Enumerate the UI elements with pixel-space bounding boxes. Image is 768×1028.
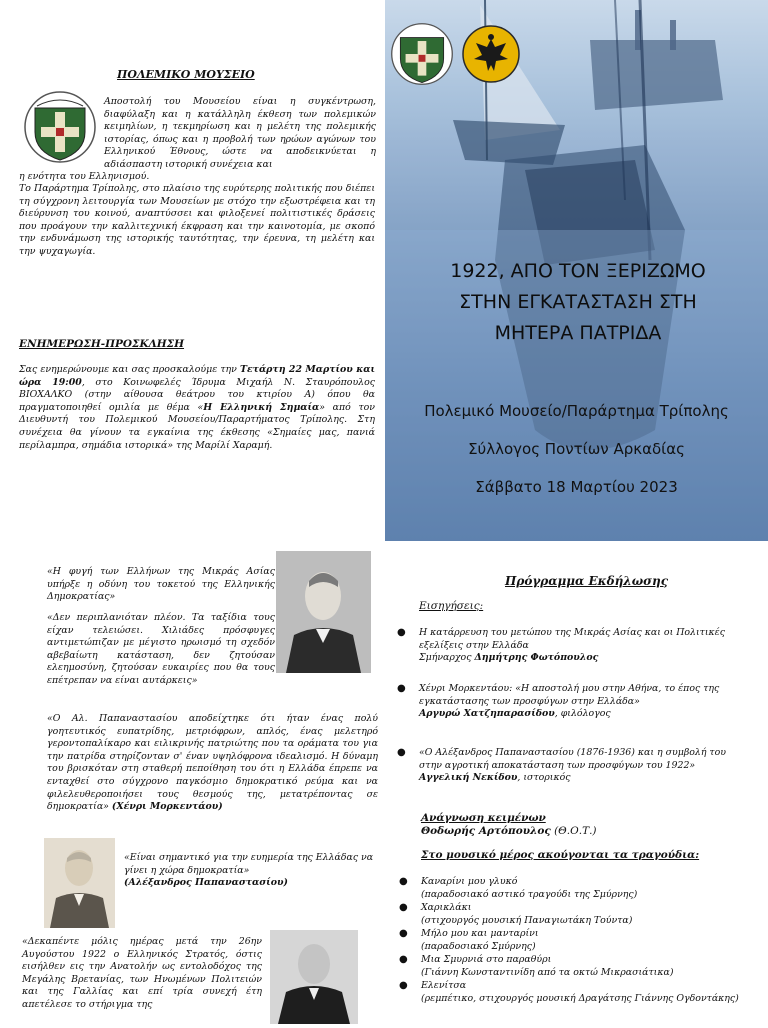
readings-label: Ανάγνωση κειμένων xyxy=(421,812,546,824)
song-item xyxy=(399,928,741,953)
program-title: Πρόγραμμα Εκδήλωσης xyxy=(505,574,669,588)
song-desc: (στιχουργός μουσική Παναγιωτάκη Τούντα) xyxy=(421,914,633,926)
pontic-eagle-logo-icon xyxy=(462,25,520,83)
lecture-item xyxy=(397,627,739,665)
quote: «Η φυγή των Ελλήνων της Μικράς Ασίας υπήρξε η οδύνη του τοκετού της Ελληνικής Δημοκρατίας» xyxy=(47,566,275,603)
speaker-name: Δημήτρης Φωτόπουλος xyxy=(474,652,599,664)
speaker-role: , ιστορικός xyxy=(517,772,571,784)
quote-text: «Ο Αλ. Παπαναστασίου αποδείχτηκε ότι ήταν ένας πολύ γοητευτικός ευπατρίδης, μετριόφρων, απλός, ένας μελετηρό γεροντοπαλίκαρο και ειλικρινής πατριώτης που τα οράματα του για την πατρίδα στηρίζονταν σ' έναν υψηλόφρονα ιδεαλισμό. Η δύναμη του βρισκόταν στη σταθερή πεποίθηση του ότι η Ελλάδα έπρεπε να ενταχθεί στο σύγχρονο παγκόσμιο δημοκρατικό ρεύμα και να φιλελευθεροποιήσει τους θεσμούς της, μετατρέποντας σε δημοκρατία» xyxy=(47,713,378,813)
song-title: Χαρικλάκι xyxy=(421,902,472,913)
poster-organizer: Πολεμικό Μουσείο/Παράρτημα Τρίπολης xyxy=(424,402,729,420)
speaker-rank: Σμήναρχος xyxy=(419,652,475,664)
song-desc: (ρεμπέτικο, στιχουργός μουσική Δραγάτσης Γιάννης Ογδοντάκης) xyxy=(421,992,739,1004)
readings-reader xyxy=(421,825,597,837)
lecture-title: Η κατάρρευση του μετώπου της Μικράς Ασίας και οι Πολιτικές εξελίξεις στην Ελλάδα xyxy=(419,627,725,651)
invitation-title: ΕΝΗΜΕΡΩΣΗ-ΠΡΟΣΚΛΗΣΗ xyxy=(19,338,185,350)
song-title: Ελενίτσα xyxy=(421,980,467,991)
quote-text: «Είναι σημαντικό για την ευημερία της Ελλάδας να γίνει η χώρα δημοκρατία» xyxy=(124,852,374,876)
lecture-speaker xyxy=(419,772,739,785)
museum-mission-text-end: η ενότητα του Ελληνισμού. xyxy=(19,171,150,182)
portrait-photo xyxy=(270,930,358,1024)
portrait-photo xyxy=(44,838,115,928)
poster-title-line: ΣΤΗΝ ΕΓΚΑΤΑΣΤΑΣΗ ΣΤΗ xyxy=(459,291,697,313)
music-label: Στο μουσικό μέρος ακούγονται τα τραγούδια: xyxy=(421,849,700,861)
museum-mission-text: Αποστολή του Μουσείου είναι η συγκέντρωση, διαφύλαξη και η κατάλληλη έκθεση των πολεμικών κειμηλίων, η τεκμηρίωση και η μελέτη της πολεμικής ιστορίας, όπως και η προβολή των ηρώων αγώνων του Ελληνικού Έθνους, ώστε να αποδεικνύεται η αδιάσπαστη ιστορική συνέχεια και xyxy=(104,96,376,170)
quote: «Δεν περιπλανιόταν πλέον. Τα ταξίδια τους είχαν τελειώσει. Χιλιάδες πρόσφυγες αντιμετώπιζαν με μέγιστο ηρωισμό τη σχεδόν αβεβαίωτη κατάσταση, δεν ζητούσαν ελεημοσύνη, ζητούσαν ευκαιρίες που θα τους επέτρεπαν να είναι αυτάρκεις» xyxy=(47,612,275,686)
invitation-text-part: , στο Κοινωφελές Ίδρυμα Μιχαήλ Ν. Σταυρόπουλος ΒΙΟΧΑΛΚΟ (στην αίθουσα θεάτρου του κτιρίου Α) όπου θα πραγματοποιηθεί ομιλία με θέμα « xyxy=(19,376,375,413)
song-item xyxy=(399,876,741,901)
bullet-icon: ● xyxy=(399,928,408,939)
invitation-text-part: » από τον Διευθυντή του Πολεμικού Μουσείου/Παραρτήματος Τρίπολης. Στη συνέχεια θα γίνουν τα εγκαίνια της έκθεσης «Σημαίες μας, πανιά περίλαμπρα, σημάδια ιστορικά» της Μαρίλί Χαραμή. xyxy=(19,401,375,451)
portrait-photo xyxy=(276,551,371,673)
poster-title-line: 1922, ΑΠΟ ΤΟΝ ΞΕΡΙΖΩΜΟ xyxy=(450,260,706,282)
lecture-item xyxy=(397,747,739,785)
lecture-item xyxy=(397,683,739,721)
invitation-text xyxy=(19,364,375,452)
speaker-name: Αγγελική Νεκίδου xyxy=(419,772,518,784)
bullet-icon: ● xyxy=(397,683,406,694)
museum-title: ΠΟΛΕΜΙΚΟ ΜΟΥΣΕΙΟ xyxy=(117,68,255,81)
quote-author: (Χένρι Μορκεντάου) xyxy=(111,801,223,813)
bullet-icon: ● xyxy=(399,876,408,887)
invitation-text-part: Σας ενημερώνουμε και σας προσκαλούμε την xyxy=(19,364,240,375)
poster-title-line: ΜΗΤΕΡΑ ΠΑΤΡΙΔΑ xyxy=(494,322,662,344)
reader-role: (Θ.Ο.Τ.) xyxy=(550,825,597,837)
event-poster xyxy=(385,0,768,541)
bullet-icon: ● xyxy=(399,980,408,991)
speaker-name: Αργυρώ Χατζηπαρασίδου xyxy=(419,708,555,720)
song-title: Μια Σμυρνιά στο παραθύρι xyxy=(421,954,552,965)
invitation-date: Τετάρτη 22 Μαρτίου και ώρα 19:00 xyxy=(19,364,375,388)
poster-title xyxy=(403,256,753,349)
song-item xyxy=(399,954,741,979)
song-item xyxy=(399,980,741,1005)
speaker-role: , φιλόλογος xyxy=(554,708,611,720)
poster-organizer: Σύλλογος Ποντίων Αρκαδίας xyxy=(468,440,685,458)
lecture-speaker xyxy=(419,652,739,665)
bullet-icon: ● xyxy=(399,954,408,965)
lecture-title: «Ο Αλέξανδρος Παπαναστασίου (1876-1936) και η συμβολή του στην αγροτική αποκατάσταση των προσφύγων του 1922» xyxy=(419,747,726,771)
lectures-label: Εισηγήσεις: xyxy=(419,600,484,612)
poster-date: Σάββατο 18 Μαρτίου 2023 xyxy=(475,478,678,496)
quote xyxy=(47,713,378,814)
reader-name: Θοδωρής Αρτόπουλος xyxy=(421,825,551,837)
war-museum-seal-icon xyxy=(390,22,454,86)
quote: «Δεκαπέντε μόλις ημέρας μετά την 26ην Αυγούστου 1922 ο Ελληνικός Στρατός, όστις εισήλθεν εις την Ανατολήν ως εντολοδόχος της Μεγάλης Βρετανίας, των Ηνωμένων Πολιτειών και της Γαλλίας και επί τρία συνεχή έτη απετέλεσε το στήριγμα της xyxy=(22,936,262,1010)
song-desc: (παραδοσιακό Σμύρνης) xyxy=(421,940,536,952)
bullet-icon: ● xyxy=(397,747,406,758)
war-museum-seal-icon xyxy=(23,90,97,164)
song-item xyxy=(399,902,741,927)
bullet-icon: ● xyxy=(397,627,406,638)
song-title: Καναρίνι μου γλυκό xyxy=(421,876,518,887)
quote-author: (Αλέξανδρος Παπαναστασίου) xyxy=(124,877,288,889)
quote xyxy=(124,852,379,890)
invitation-topic: Η Ελληνική Σημαία xyxy=(203,401,320,413)
bullet-icon: ● xyxy=(399,902,408,913)
song-title: Μήλο μου και μανταρίνι xyxy=(421,928,539,939)
lecture-title: Χένρι Μορκεντάου: «Η αποστολή μου στην Αθήνα, το έπος της εγκατάστασης των προσφύγων στην Ελλάδα» xyxy=(419,683,720,707)
tripoli-annex-text: Το Παράρτημα Τρίπολης, στο πλαίσιο της ευρύτερης πολιτικής που διέπει τη σύγχρονη λειτουργία των Μουσείων με στόχο την εξωστρέφεια και τη διεύρυνση του κοινού, αναπτύσσει και φιλοξενεί πολιτιστικές δράσεις που προάγουν την καλλιτεχνική έκφραση και την καινοτομία, με σκοπό την ενδυνάμωση της ιστορικής ταυτότητας, την έρευνα, τη μελέτη και την ψυχαγωγία. xyxy=(19,183,375,257)
lecture-speaker xyxy=(419,708,739,721)
song-desc: (παραδοσιακό αστικό τραγούδι της Σμύρνης) xyxy=(421,888,638,900)
song-desc: (Γιάννη Κωνσταντινίδη από τα οκτώ Μικρασιάτικα) xyxy=(421,966,674,978)
